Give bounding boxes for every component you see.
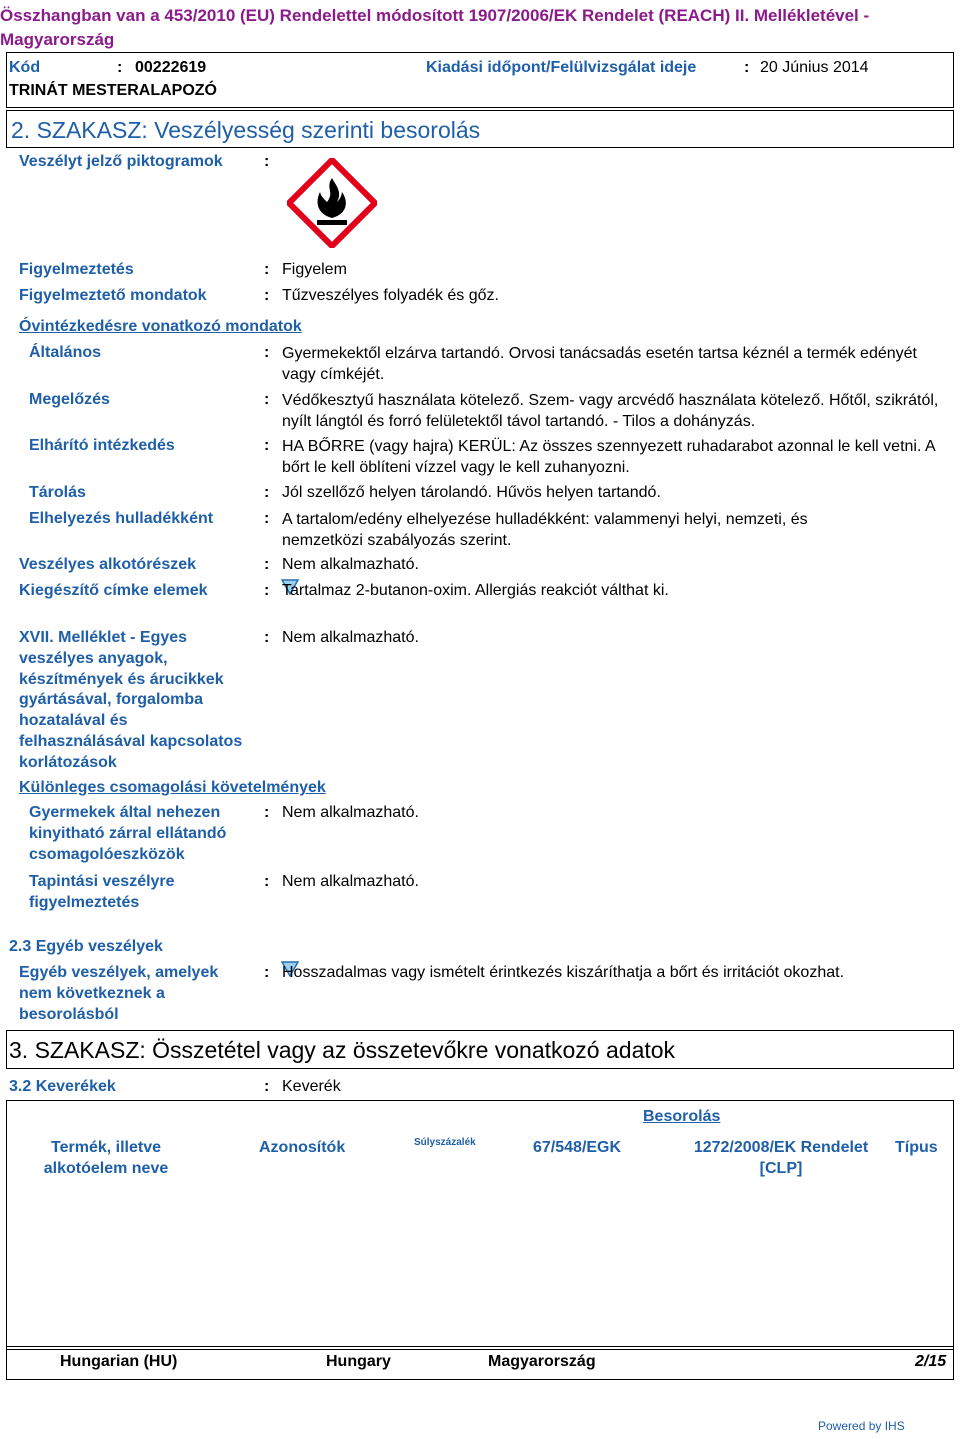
child-resistant-colon: : bbox=[264, 804, 270, 821]
hazardous-components-value: Nem alkalmazható. bbox=[282, 556, 419, 573]
disposal-label: Elhelyezés hulladékként bbox=[29, 510, 214, 527]
footer-country-local: Magyarország bbox=[488, 1353, 596, 1370]
mixtures-label: 3.2 Keverékek bbox=[9, 1078, 116, 1095]
hazard-statements-colon: : bbox=[264, 287, 270, 304]
issue-date-value: 20 Június 2014 bbox=[760, 59, 869, 76]
powered-by-link[interactable]: Powered by IHS bbox=[818, 1419, 905, 1433]
code-colon: : bbox=[117, 59, 123, 76]
hazardous-components-colon: : bbox=[264, 556, 270, 573]
supplemental-value: Tartalmaz 2-butanon-oxim. Allergiás reakciót válthat ki. bbox=[282, 582, 669, 599]
response-label: Elhárító intézkedés bbox=[29, 437, 175, 454]
prevention-label: Megelőzés bbox=[29, 391, 110, 408]
disposal-colon: : bbox=[264, 510, 270, 527]
annex-xvii-value: Nem alkalmazható. bbox=[282, 629, 419, 646]
disposal-value: A tartalom/edény elhelyezése hulladékként: valammenyi helyi, nemzeti, és nemzetközi szabályozás szerint. bbox=[282, 511, 808, 549]
storage-colon: : bbox=[264, 484, 270, 501]
general-value: Gyermekektől elzárva tartandó. Orvosi tanácsadás esetén tartsa kéznél a termék edényét vagy címkéjét. bbox=[282, 345, 917, 383]
precautionary-heading: Óvintézkedésre vonatkozó mondatok bbox=[19, 318, 302, 335]
response-value: HA BŐRRE (vagy hajra) KERÜL: Az összes szennyezett ruhadarabot azonnal le kell vetni. A bőrt le kell öblíteni vízzel vagy le kell zuhanyozni. bbox=[282, 438, 935, 476]
mixtures-value: Keverék bbox=[282, 1078, 341, 1095]
signal-word-colon: : bbox=[264, 261, 270, 278]
tactile-colon: : bbox=[264, 873, 270, 890]
code-value: 00222619 bbox=[135, 59, 207, 76]
other-hazards-colon: : bbox=[264, 964, 270, 981]
hazard-statements-label: Figyelmeztető mondatok bbox=[19, 287, 207, 304]
hazardous-components-label: Veszélyes alkotórészek bbox=[19, 556, 197, 573]
general-label: Általános bbox=[29, 344, 102, 361]
tactile-value: Nem alkalmazható. bbox=[282, 873, 419, 890]
child-resistant-value: Nem alkalmazható. bbox=[282, 804, 419, 821]
storage-value: Jól szellőző helyen tárolandó. Hűvös helyen tartandó. bbox=[282, 484, 661, 501]
other-hazards-label: Egyéb veszélyek, amelyek nem következnek a besorolásból bbox=[19, 964, 219, 1023]
classification-header: Besorolás bbox=[643, 1108, 721, 1125]
supplemental-colon: : bbox=[264, 582, 270, 599]
footer-country: Hungary bbox=[326, 1353, 391, 1370]
col-header-weight: Súlyszázalék bbox=[414, 1137, 476, 1148]
col-header-clp: 1272/2008/EK Rendelet [CLP] bbox=[693, 1139, 869, 1177]
pictogram-colon: : bbox=[264, 153, 270, 170]
other-hazards-heading: 2.3 Egyéb veszélyek bbox=[9, 938, 163, 955]
pictogram-label: Veszélyt jelző piktogramok bbox=[19, 153, 223, 170]
signal-word-label: Figyelmeztetés bbox=[19, 261, 134, 278]
issue-date-colon: : bbox=[744, 59, 750, 76]
storage-label: Tárolás bbox=[29, 484, 86, 501]
annex-xvii-label: XVII. Melléklet - Egyes veszélyes anyagok, készítmények és árucikkek gyártásával, forgalomba hozatalával és felhasználásával kapcsolatos korlátozások bbox=[19, 629, 243, 771]
hazard-statements-value: Tűzveszélyes folyadék és gőz. bbox=[282, 287, 499, 304]
prevention-value: Védőkesztyű használata kötelező. Szem- vagy arcvédő használata kötelező. Hőtől, szikrától, nyílt lángtól és forró felületektől távol tartandó. - Tilos a dohányzás. bbox=[282, 392, 939, 430]
supplemental-label: Kiegészítő címke elemek bbox=[19, 582, 208, 599]
section3-heading: 3. SZAKASZ: Összetétel vagy az összetevőkre vonatkozó adatok bbox=[9, 1037, 676, 1063]
prevention-colon: : bbox=[264, 391, 270, 408]
footer-page-number: 2/15 bbox=[915, 1353, 947, 1370]
annex-xvii-colon: : bbox=[264, 629, 270, 646]
code-label: Kód bbox=[9, 59, 41, 76]
child-resistant-label: Gyermekek által nehezen kinyitható zárral ellátandó csomagolóeszközök bbox=[29, 804, 227, 863]
other-hazards-value: Hosszadalmas vagy ismételt érintkezés kiszáríthatja a bőrt és irritációt okozhat. bbox=[282, 964, 845, 981]
packaging-heading: Különleges csomagolási követelmények bbox=[19, 779, 326, 796]
flame-ghs02-icon bbox=[287, 158, 377, 248]
footer-language: Hungarian (HU) bbox=[60, 1353, 178, 1370]
product-name: TRINÁT MESTERALAPOZÓ bbox=[9, 82, 217, 99]
general-colon: : bbox=[264, 344, 270, 361]
col-header-dsd: 67/548/EGK bbox=[533, 1139, 622, 1156]
col-header-identifiers: Azonosítók bbox=[259, 1139, 346, 1156]
tactile-label: Tapintási veszélyre figyelmeztetés bbox=[29, 873, 175, 911]
section2-heading: 2. SZAKASZ: Veszélyesség szerinti besorolás bbox=[11, 117, 481, 143]
mixtures-colon: : bbox=[264, 1078, 270, 1095]
regulation-title: Összhangban van a 453/2010 (EU) Rendelettel módosított 1907/2006/EK Rendelet (REACH) II. Mellékletével - Magyarország bbox=[0, 6, 870, 49]
signal-word-value: Figyelem bbox=[282, 261, 347, 278]
col-header-name: Termék, illetve alkotóelem neve bbox=[43, 1139, 169, 1177]
issue-date-label: Kiadási időpont/Felülvizsgálat ideje bbox=[426, 59, 697, 76]
response-colon: : bbox=[264, 437, 270, 454]
col-header-type: Típus bbox=[895, 1139, 938, 1156]
